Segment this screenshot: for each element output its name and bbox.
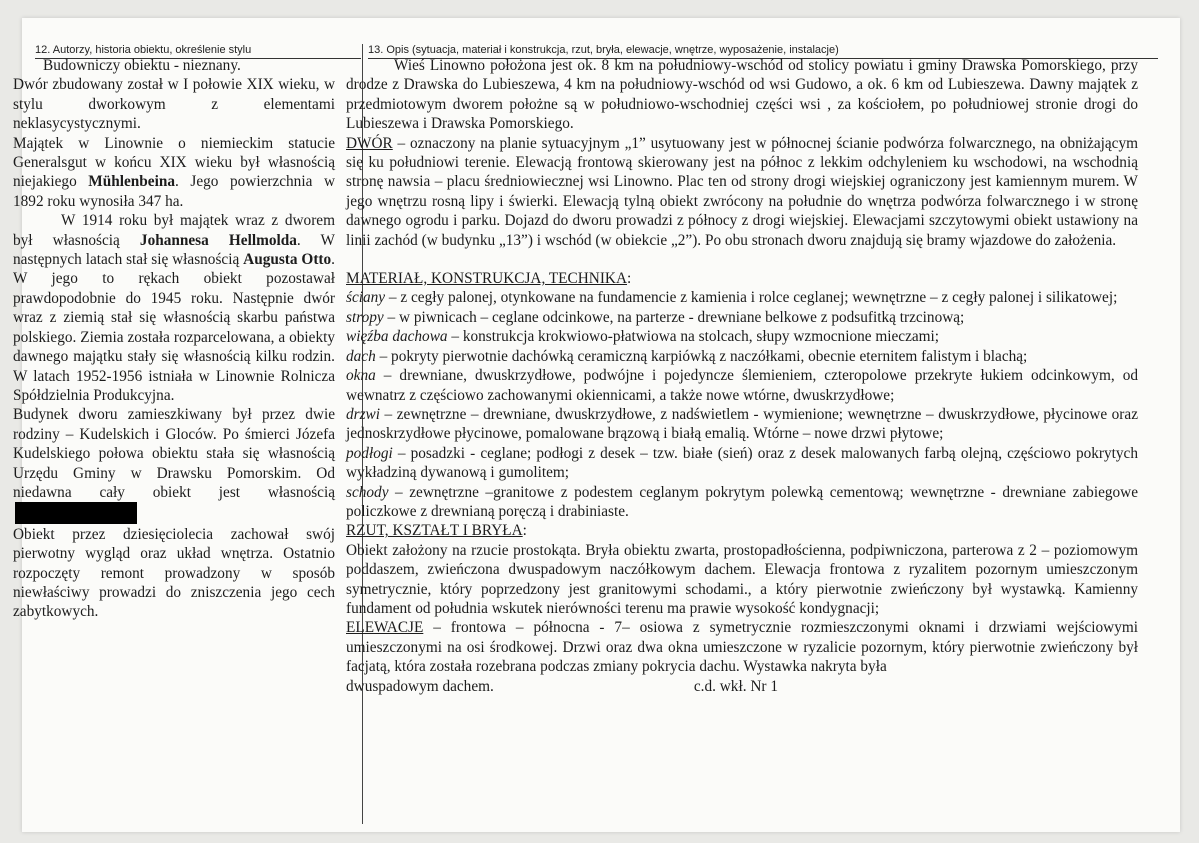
history-paragraph-2: Majątek w Linownie o niemieckim statucie Generalsgut w końcu XIX wieku był własnością niejakiego Mühlenbeina. Jego powierzchnia w 1892 roku wynosiła 347 ha.: [13, 134, 335, 210]
material-item: dach – pokryty pierwotnie dachówką ceramiczną karpiówką z naczółkami, obecnie eternitem falistym i blachą;: [346, 347, 1028, 365]
material-list: [346, 288, 1138, 521]
builder-text: Budowniczy obiektu - nieznany.: [43, 57, 241, 74]
elewacje-paragraph: ELEWACJE – frontowa – północna - 7– osiowa z symetrycznie rozmieszczonymi oknami i drzwiami wejściowymi umieszczonymi na osi środkowej. Drzwi oraz dwa okna umieszczone w ryzalicie pozornym, który pierwotnie zwieńczony był facjatą, która została rozebrana podczas zmiany pokrycia dachu. Wystawka nakryta była: [346, 619, 1138, 676]
elewacje-last-line: dwuspadowym dachem. c.d. wkł. Nr 1: [346, 677, 778, 695]
owner-name-hellmold: Johannesa Hellmolda: [139, 231, 297, 249]
rzut-heading: RZUT, KSZTAŁT I BRYŁA:: [346, 522, 527, 540]
material-item: stropy – w piwnicach – ceglane odcinkowe, na parterze - drewniane belkowe z podsufitką trzcinową;: [346, 308, 965, 326]
left-column-header: 12. Autorzy, historia obiektu, określenie stylu: [35, 44, 361, 59]
dwor-paragraph: DWÓR – oznaczony na planie sytuacyjnym „1” usytuowany jest w północnej ścianie podwórza folwarcznego, na obniżającym się ku południowi terenie. Elewacją frontową skierowany jest na północ z lekkim odchyleniem ku wschodowi, na wschodnią stronę nawsia – placu średniowiecznej wsi Linowno. Plac ten od strony drogi wiejskiej ograniczony jest kamiennym murem. W jego wnętrzu rosną lipy i świerki. Elewacją tylną obiekt zwrócony na południe do wnętrza podwórza folwarcznego i w stronę dawnego ogrodu i parku. Dojazd do dworu prowadzi z północy z drogi wiejskiej. Elewacjami szczytowymi obiekt ustawiony na linii zachód (w budynku „13”) i wschód (w obiekcie „2”). Po obu stronach dworu znajdują się bramy wjazdowe do założenia.: [346, 134, 1138, 249]
redaction-block: [15, 502, 137, 524]
material-item: schody – zewnętrzne –granitowe z podestem ceglanym pokrytym polewką cementową; wewnętrzne - drewniane zabiegowe policzkowe z drewnianą poręczą i drabiniaste.: [346, 483, 1138, 520]
material-item: okna – drewniane, dwuskrzydłowe, podwójne i pojedyncze ślemieniem, czteropolowe przekryte łukiem odcinkowym, od wewnatrz z częściowo zachowanymi okiennicami, a także nowe wtórne, dwuskrzydłowe;: [346, 367, 1138, 404]
history-paragraph-4: Budynek dworu zamieszkiwany był przez dwie rodziny – Kudelskich i Gloców. Po śmierci Józefa Kudelskiego połowa obiektu stała się własnością Urzędu Gminy w Drawsku Pomorskim. Od niedawna cały obiekt jest własnością: [13, 405, 335, 524]
rzut-paragraph: Obiekt założony na rzucie prostokąta. Bryła obiektu zwarta, prostopadłościenna, podpiwniczona, parterowa z 2 – poziomowym poddaszem, zwieńczona dwuspadowym naczółkowym dachem. Elewacja frontowa z ryzalitem pozornym umieszczonym symetrycznie, który poprzedzony jest granitowymi schodami., a który pierwotnie zwieńczony był wystawką. Kamienny fundament od południa wskutek nierówności terenu ma prawie wysokość kondygnacji;: [346, 541, 1138, 617]
material-heading: MATERIAŁ, KONSTRUKCJA, TECHNIKA:: [346, 270, 632, 288]
material-item: ściany – z cegły palonej, otynkowane na fundamencie z kamienia i rolce ceglanej; wewnętrzne – z cegły palonej i silikatowej;: [346, 289, 1118, 307]
history-paragraph-5: Obiekt przez dziesięciolecia zachował swój pierwotny wygląd oraz układ wnętrza. Ostatnio rozpoczęty remont prowadzony w sposób niewłaściwy prowadzi do zniszczenia jego cech zabytkowych.: [13, 525, 335, 621]
elewacje-label: ELEWACJE: [346, 619, 424, 637]
history-column: [13, 56, 335, 622]
history-paragraph-1: Dwór zbudowany został w I połowie XIX wieku, w stylu dworkowym z elementami neklasycystycznymi.: [13, 76, 335, 133]
description-column: [346, 56, 1138, 696]
owner-name-muhlenbein: Mühlenbeina: [88, 173, 175, 191]
history-paragraph-3: W 1914 roku był majątek wraz z dworem był własnością Johannesa Hellmolda. W następnych latach stał się własnością Augusta Otto. W jego to rękach obiekt pozostawał prawdopodobnie do 1945 roku. Następnie dwór wraz z ziemią stał się własnością skarbu państwa polskiego. Ziemia została rozparcelowana, a obiekty dawnego majątku stały się własnością kilku rodzin. W latach 1952-1956 istniała w Linownie Rolnicza Spółdzielnia Produkcyjna.: [13, 212, 335, 404]
material-item: drzwi – zewnętrzne – drewniane, dwuskrzydłowe, z nadświetlem - wymienione; wewnętrzne – dwuskrzydłowe, płycinowe oraz jednoskrzydłowe płycinowe, pomalowane brązową i białą emalią. Wtórne – nowe drzwi płytowe;: [346, 405, 1138, 443]
material-item: podłogi – posadzki - ceglane; podłogi z desek – tzw. białe (sień) oraz z desek malowanych farbą olejną, częściowo pokrytych wykładziną dywanową i gumolitem;: [346, 444, 1138, 482]
location-paragraph: Wieś Linowno położona jest ok. 8 km na południowy-wschód od stolicy powiatu i gminy Drawska Pomorskiego, przy drodze z Drawska do Lubieszewa, 4 km na południowy-wschód od wsi Gudowo, a ok. 6 km od Lubieszewa. Dawny majątek z przedmiotowym dworem położne są w południowo-wschodniej części wsi , za kościołem, po południowej stronie drogi do Lubieszewa i Drawska Pomorskiego.: [346, 57, 1138, 133]
owner-name-otto: Augusta Otto: [243, 251, 332, 269]
dwor-label: DWÓR: [346, 134, 393, 152]
material-item: więźba dachowa – konstrukcja krokwiowo-płatwiowa na stolcach, słupy wzmocnione mieczami;: [346, 328, 940, 346]
continued-note: c.d. wkł. Nr 1: [693, 677, 778, 695]
right-column-header: 13. Opis (sytuacja, materiał i konstrukcja, rzut, bryła, elewacje, wnętrze, wyposażenie, instalacje): [368, 44, 1158, 59]
